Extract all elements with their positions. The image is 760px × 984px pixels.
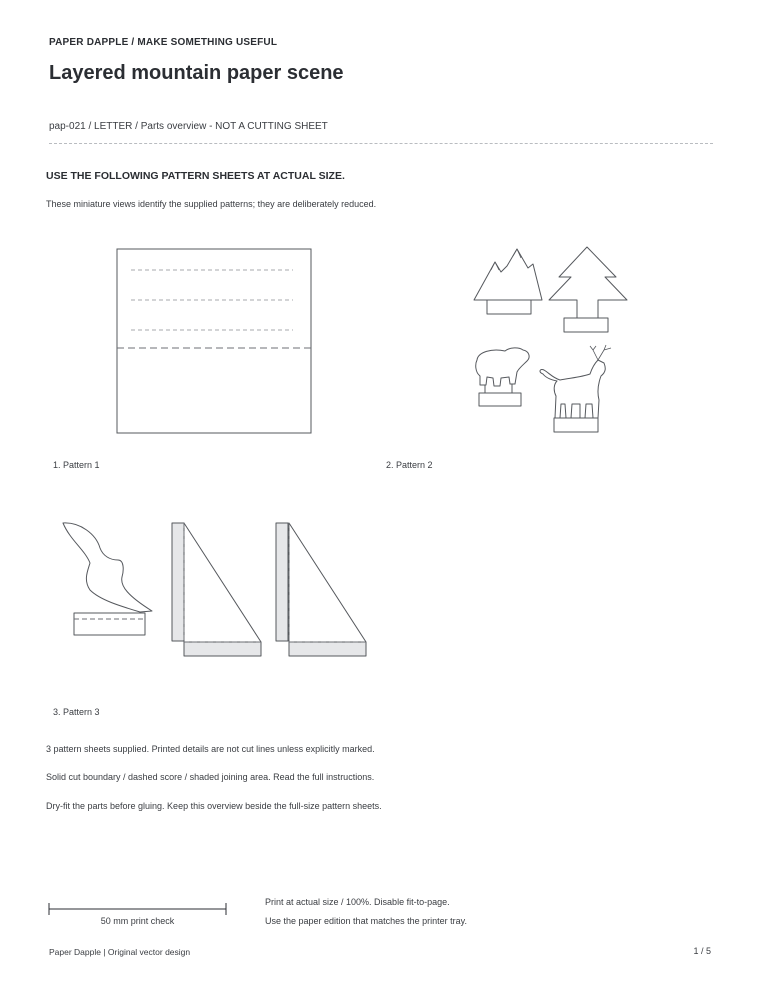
footer-credit: Paper Dapple | Original vector design — [49, 947, 191, 957]
paper-instruction: Use the paper edition that matches the printer tray. — [265, 916, 467, 926]
document-meta: pap-021 / LETTER / Parts overview - NOT A CUTTING SHEET — [49, 121, 328, 132]
pattern-3-caption: 3. Pattern 3 — [53, 707, 100, 717]
pattern-1-caption: 1. Pattern 1 — [53, 460, 100, 470]
page-title: Layered mountain paper scene — [49, 62, 344, 84]
print-instruction: Print at actual size / 100%. Disable fit-to-page. — [265, 897, 450, 907]
page-number: 1 / 5 — [693, 946, 711, 956]
brand-line: PAPER DAPPLE / MAKE SOMETHING USEFUL — [49, 37, 278, 48]
note-line-legend: Solid cut boundary / dashed score / shaded joining area. Read the full instructions. — [46, 772, 375, 782]
note-supplied-sheets: 3 pattern sheets supplied. Printed details are not cut lines unless explicitly marked. — [46, 744, 375, 754]
pattern-2-caption: 2. Pattern 2 — [386, 460, 433, 470]
intro-text: These miniature views identify the supplied patterns; they are deliberately reduced. — [46, 199, 377, 209]
scale-bar-label: 50 mm print check — [100, 916, 175, 926]
section-heading: USE THE FOLLOWING PATTERN SHEETS AT ACTUAL SIZE. — [46, 170, 345, 182]
note-dry-fit: Dry-fit the parts before gluing. Keep this overview beside the full-size pattern sheets. — [46, 801, 382, 811]
